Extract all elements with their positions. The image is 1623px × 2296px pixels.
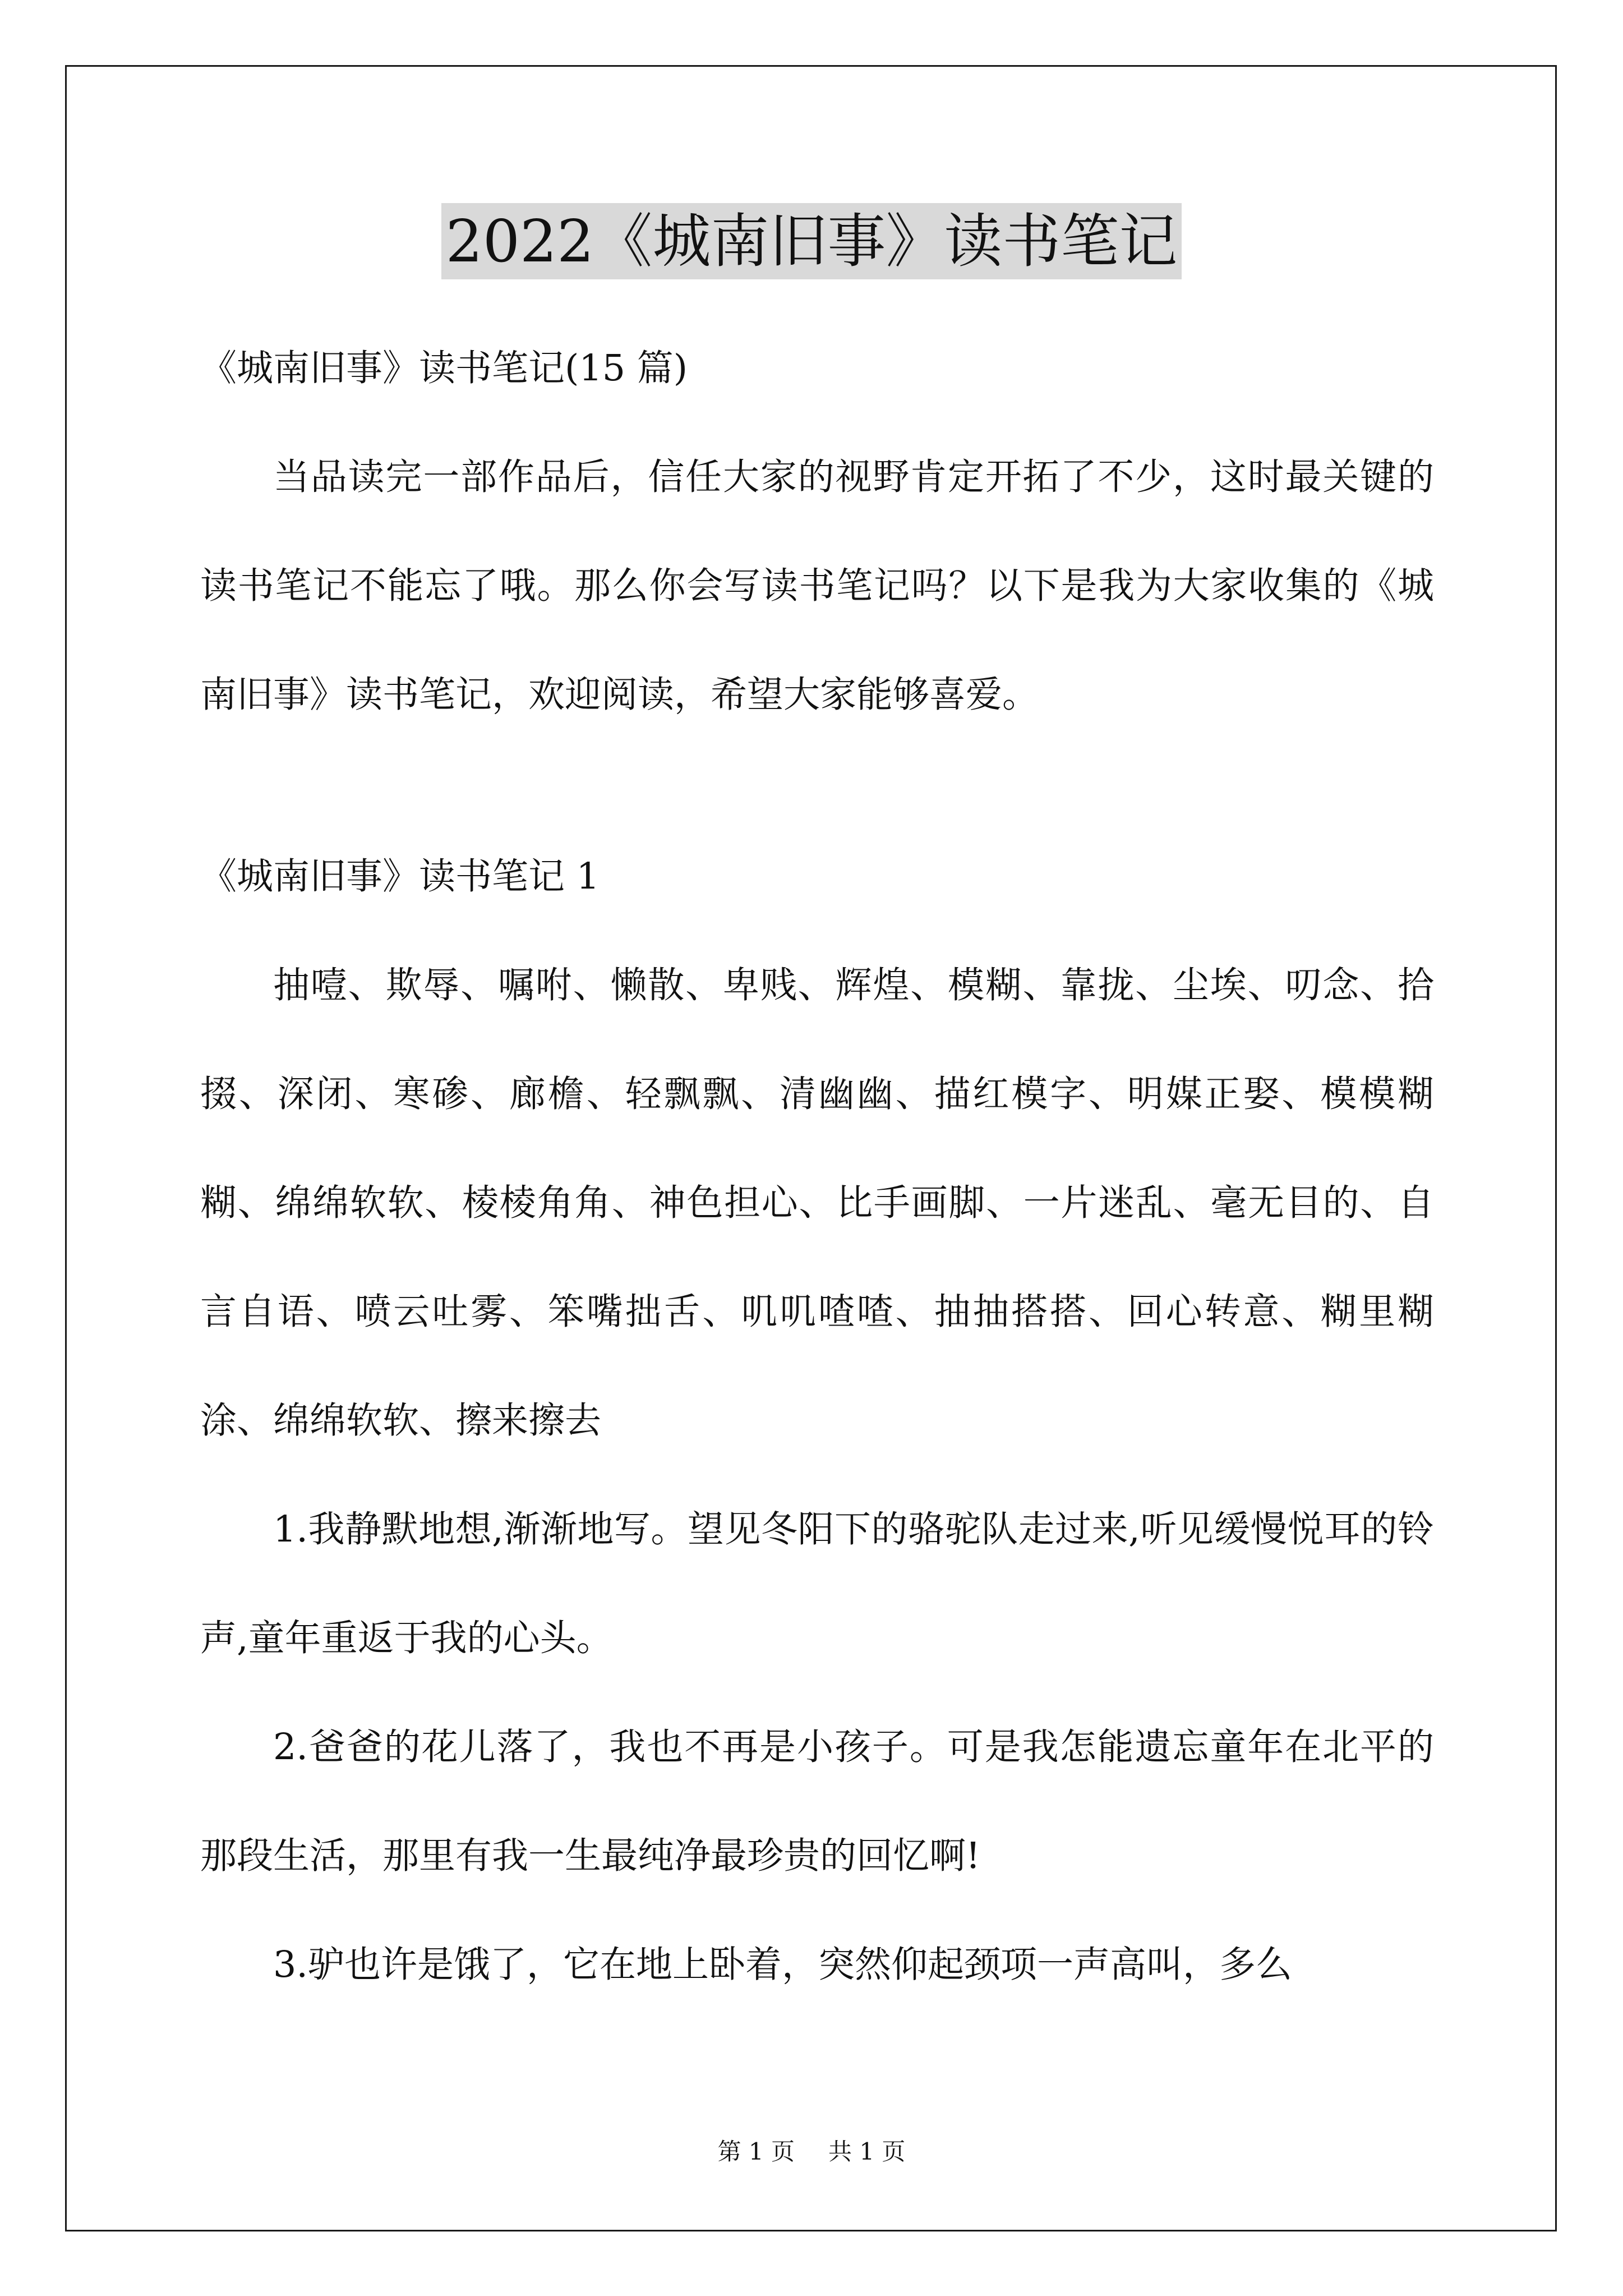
body-paragraph: 1.我静默地想,渐渐地写。望见冬阳下的骆驼队走过来,听见缓慢悦耳的铃声,童年重返于我的心头。 — [200, 1508, 1434, 1659]
section-spacer — [200, 749, 1434, 822]
title-container — [0, 203, 1623, 279]
body-paragraph: 3.驴也许是饿了，它在地上卧着，突然仰起颈项一声高叫，多么 — [273, 1944, 1293, 1986]
subtitle: 《城南旧事》读书笔记(15 篇) — [200, 347, 688, 389]
body-paragraph: 2.爸爸的花儿落了，我也不再是小孩子。可是我怎能遗忘童年在北平的那段生活，那里有我一生最纯净最珍贵的回忆啊! — [200, 1726, 1434, 1877]
page-footer — [0, 2136, 1623, 2168]
document-body — [200, 314, 1434, 2019]
section-heading: 《城南旧事》读书笔记 1 — [200, 855, 600, 898]
page-total: 共 1 页 — [828, 2138, 906, 2165]
document-title: 2022《城南旧事》读书笔记 — [441, 203, 1182, 279]
body-paragraph: 抽噎、欺辱、嘱咐、懒散、卑贱、辉煌、模糊、靠拢、尘埃、叨念、拾掇、深闭、寒碜、廊檐、轻飘飘、清幽幽、描红模字、明媒正娶、模模糊糊、绵绵软软、棱棱角角、神色担心、比手画脚、一片迷乱、毫无目的、自言自语、喷云吐雾、笨嘴拙舌、叽叽喳喳、抽抽搭搭、回心转意、糊里糊涂、绵绵软软、擦来擦去 — [200, 964, 1434, 1442]
intro-paragraph: 当品读完一部作品后，信任大家的视野肯定开拓了不少，这时最关键的读书笔记不能忘了哦。那么你会写读书笔记吗？以下是我为大家收集的《城南旧事》读书笔记，欢迎阅读，希望大家能够喜爱。 — [200, 456, 1434, 716]
page-number: 第 1 页 — [717, 2138, 795, 2165]
